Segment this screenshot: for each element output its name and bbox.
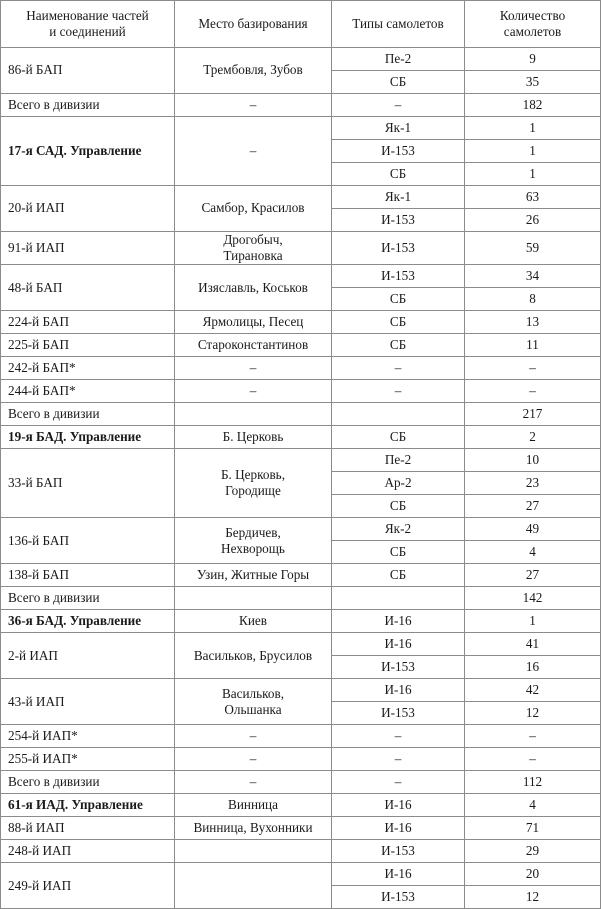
cell-aircraft-count: – xyxy=(465,357,601,380)
cell-base-location xyxy=(175,94,332,117)
cell-aircraft-count: 10 xyxy=(465,449,601,472)
cell-base-location xyxy=(175,186,332,232)
base-line: Киев xyxy=(239,613,267,629)
cell-aircraft-type: СБ xyxy=(332,311,465,334)
cell-unit-name: 33-й БАП xyxy=(1,449,175,518)
cell-unit-name: 2-й ИАП xyxy=(1,633,175,679)
cell-aircraft-type xyxy=(332,587,465,610)
column-header-aircraft-count xyxy=(465,1,601,48)
cell-aircraft-type: Пе-2 xyxy=(332,48,465,71)
cell-aircraft-count: 71 xyxy=(465,817,601,840)
cell-aircraft-type: И-153 xyxy=(332,886,465,909)
table-row xyxy=(1,449,601,472)
base-line: Узин, Житные Горы xyxy=(196,567,310,583)
base-line: Староконстантинов xyxy=(197,337,309,353)
cell-base-location xyxy=(175,794,332,817)
cell-unit-name: 248-й ИАП xyxy=(1,840,175,863)
cell-aircraft-count: 49 xyxy=(465,518,601,541)
base-line xyxy=(182,406,324,422)
cell-aircraft-count: 1 xyxy=(465,610,601,633)
cell-aircraft-type: – xyxy=(332,357,465,380)
cell-aircraft-count: 59 xyxy=(465,232,601,265)
cell-base-location xyxy=(175,403,332,426)
cell-aircraft-type: И-153 xyxy=(332,209,465,232)
table-row xyxy=(1,748,601,771)
column-header-aircraft-types xyxy=(332,1,465,48)
cell-base-location xyxy=(175,117,332,186)
table-row xyxy=(1,771,601,794)
cell-aircraft-type: – xyxy=(332,771,465,794)
header-line-2: самолетов xyxy=(503,24,562,39)
column-header-unit-name xyxy=(1,1,175,48)
cell-unit-name: 61-я ИАД. Управление xyxy=(1,794,175,817)
base-line: Дрогобыч, xyxy=(223,232,283,247)
cell-aircraft-count: 16 xyxy=(465,656,601,679)
cell-base-location xyxy=(175,265,332,311)
cell-aircraft-type: Як-2 xyxy=(332,518,465,541)
base-line: – xyxy=(249,774,257,790)
cell-aircraft-type: СБ xyxy=(332,163,465,186)
cell-aircraft-type: СБ xyxy=(332,71,465,94)
cell-aircraft-type: СБ xyxy=(332,541,465,564)
cell-aircraft-count: 41 xyxy=(465,633,601,656)
cell-aircraft-count: 2 xyxy=(465,426,601,449)
cell-base-location xyxy=(175,334,332,357)
cell-aircraft-type: Як-1 xyxy=(332,117,465,140)
cell-aircraft-count: 4 xyxy=(465,794,601,817)
cell-unit-name: 225-й БАП xyxy=(1,334,175,357)
table-row xyxy=(1,232,601,265)
cell-aircraft-count: – xyxy=(465,380,601,403)
cell-base-location xyxy=(175,725,332,748)
cell-aircraft-count: 12 xyxy=(465,886,601,909)
cell-aircraft-type: Ар-2 xyxy=(332,472,465,495)
table-row xyxy=(1,380,601,403)
base-line xyxy=(182,843,324,859)
cell-aircraft-type: СБ xyxy=(332,495,465,518)
cell-base-location xyxy=(175,587,332,610)
cell-base-location xyxy=(175,679,332,725)
cell-aircraft-count: 1 xyxy=(465,163,601,186)
cell-unit-name: 249-й ИАП xyxy=(1,863,175,909)
cell-aircraft-count: 1 xyxy=(465,117,601,140)
cell-base-location xyxy=(175,232,332,265)
column-header-base-location xyxy=(175,1,332,48)
cell-unit-name: 20-й ИАП xyxy=(1,186,175,232)
base-line: – xyxy=(249,383,257,399)
cell-aircraft-count: 35 xyxy=(465,71,601,94)
cell-unit-name: 19-я БАД. Управление xyxy=(1,426,175,449)
cell-base-location xyxy=(175,817,332,840)
base-line: – xyxy=(249,360,257,376)
cell-aircraft-type: – xyxy=(332,725,465,748)
cell-aircraft-type: И-153 xyxy=(332,140,465,163)
table-row xyxy=(1,426,601,449)
table-row xyxy=(1,117,601,140)
table-row xyxy=(1,403,601,426)
table-row xyxy=(1,587,601,610)
cell-aircraft-count: 182 xyxy=(465,94,601,117)
header-row xyxy=(1,1,601,48)
table-row xyxy=(1,357,601,380)
table-row xyxy=(1,311,601,334)
cell-aircraft-type xyxy=(332,403,465,426)
table-row xyxy=(1,633,601,656)
cell-aircraft-count: 12 xyxy=(465,702,601,725)
base-line: Тирановка xyxy=(223,248,283,264)
table-row xyxy=(1,863,601,886)
cell-aircraft-type: СБ xyxy=(332,564,465,587)
cell-aircraft-type: И-16 xyxy=(332,610,465,633)
table-row xyxy=(1,610,601,633)
cell-base-location xyxy=(175,610,332,633)
cell-aircraft-type: СБ xyxy=(332,288,465,311)
table-header xyxy=(1,1,601,48)
cell-aircraft-count: – xyxy=(465,725,601,748)
cell-aircraft-type: И-153 xyxy=(332,702,465,725)
cell-aircraft-count: 112 xyxy=(465,771,601,794)
cell-unit-name: 36-я БАД. Управление xyxy=(1,610,175,633)
cell-aircraft-type: Як-1 xyxy=(332,186,465,209)
cell-aircraft-count: 11 xyxy=(465,334,601,357)
cell-unit-name: 88-й ИАП xyxy=(1,817,175,840)
cell-aircraft-count: 20 xyxy=(465,863,601,886)
table-row xyxy=(1,334,601,357)
cell-aircraft-type: И-16 xyxy=(332,863,465,886)
cell-aircraft-count: 27 xyxy=(465,495,601,518)
cell-aircraft-count: – xyxy=(465,748,601,771)
cell-aircraft-type: – xyxy=(332,380,465,403)
cell-unit-name: 224-й БАП xyxy=(1,311,175,334)
cell-base-location xyxy=(175,426,332,449)
cell-aircraft-type: И-153 xyxy=(332,840,465,863)
cell-aircraft-count: 42 xyxy=(465,679,601,702)
header-line-2: и соединений xyxy=(49,24,126,39)
cell-base-location xyxy=(175,863,332,909)
cell-unit-name: Всего в дивизии xyxy=(1,403,175,426)
cell-unit-name: 43-й ИАП xyxy=(1,679,175,725)
base-line: Самбор, Красилов xyxy=(201,200,305,216)
cell-aircraft-type: И-16 xyxy=(332,794,465,817)
cell-unit-name: Всего в дивизии xyxy=(1,587,175,610)
cell-unit-name: 254-й ИАП* xyxy=(1,725,175,748)
header-line-1: Типы самолетов xyxy=(352,15,444,31)
cell-aircraft-count: 63 xyxy=(465,186,601,209)
cell-base-location xyxy=(175,357,332,380)
cell-base-location xyxy=(175,633,332,679)
cell-aircraft-type: СБ xyxy=(332,334,465,357)
table-row xyxy=(1,518,601,541)
base-line: Ольшанка xyxy=(224,701,282,717)
cell-aircraft-count: 8 xyxy=(465,288,601,311)
cell-unit-name: 48-й БАП xyxy=(1,265,175,311)
cell-aircraft-type: И-16 xyxy=(332,817,465,840)
cell-unit-name: 86-й БАП xyxy=(1,48,175,94)
base-line: Б. Церковь, xyxy=(220,467,285,483)
cell-aircraft-type: И-153 xyxy=(332,656,465,679)
table-row xyxy=(1,794,601,817)
cell-aircraft-type: Пе-2 xyxy=(332,449,465,472)
header-line-1: Количество xyxy=(499,7,566,23)
cell-aircraft-count: 26 xyxy=(465,209,601,232)
cell-unit-name: 255-й ИАП* xyxy=(1,748,175,771)
cell-unit-name: 136-й БАП xyxy=(1,518,175,564)
cell-base-location xyxy=(175,840,332,863)
cell-unit-name: Всего в дивизии xyxy=(1,94,175,117)
base-line: – xyxy=(249,96,257,112)
cell-base-location xyxy=(175,380,332,403)
cell-unit-name: 242-й БАП* xyxy=(1,357,175,380)
table-row xyxy=(1,265,601,288)
base-line: Винница xyxy=(228,797,278,813)
base-line: Б. Церковь xyxy=(222,429,284,445)
table-row xyxy=(1,840,601,863)
cell-base-location xyxy=(175,518,332,564)
base-line: Трембовля, Зубов xyxy=(203,62,303,78)
cell-base-location xyxy=(175,564,332,587)
cell-aircraft-type: И-16 xyxy=(332,679,465,702)
cell-unit-name: Всего в дивизии xyxy=(1,771,175,794)
cell-aircraft-type: И-153 xyxy=(332,265,465,288)
base-line: – xyxy=(249,142,257,158)
base-line: Васильков, xyxy=(221,685,284,701)
table-row xyxy=(1,48,601,71)
cell-base-location xyxy=(175,748,332,771)
cell-aircraft-type: И-153 xyxy=(332,232,465,265)
cell-aircraft-type: – xyxy=(332,748,465,771)
base-line: Винница, Вухонники xyxy=(193,820,313,836)
cell-base-location xyxy=(175,771,332,794)
cell-aircraft-count: 1 xyxy=(465,140,601,163)
cell-aircraft-count: 23 xyxy=(465,472,601,495)
table-row xyxy=(1,564,601,587)
cell-aircraft-count: 4 xyxy=(465,541,601,564)
base-line: Бердичев, xyxy=(225,524,281,540)
base-line: Изяславль, Коськов xyxy=(198,279,308,295)
base-line xyxy=(182,878,324,894)
cell-unit-name: 138-й БАП xyxy=(1,564,175,587)
base-line xyxy=(182,590,324,606)
cell-base-location xyxy=(175,311,332,334)
cell-aircraft-count: 29 xyxy=(465,840,601,863)
base-line: Ярмолицы, Песец xyxy=(202,314,304,330)
cell-base-location xyxy=(175,48,332,94)
table-row xyxy=(1,725,601,748)
cell-unit-name: 91-й ИАП xyxy=(1,232,175,265)
table-row xyxy=(1,186,601,209)
cell-aircraft-type: И-16 xyxy=(332,633,465,656)
base-line: Нехворощь xyxy=(221,540,285,556)
base-line: Васильков, Брусилов xyxy=(193,647,313,663)
cell-aircraft-count: 142 xyxy=(465,587,601,610)
table-row xyxy=(1,94,601,117)
cell-aircraft-count: 217 xyxy=(465,403,601,426)
base-line: Городище xyxy=(225,483,281,499)
cell-aircraft-count: 13 xyxy=(465,311,601,334)
base-line: – xyxy=(249,728,257,744)
cell-aircraft-type: – xyxy=(332,94,465,117)
cell-aircraft-count: 9 xyxy=(465,48,601,71)
cell-base-location xyxy=(175,449,332,518)
header-line-1: Наименование частей xyxy=(26,7,149,23)
base-line: – xyxy=(249,751,257,767)
header-line-1: Место базирования xyxy=(198,15,308,31)
table-body xyxy=(1,48,601,909)
cell-aircraft-type: СБ xyxy=(332,426,465,449)
table-row xyxy=(1,817,601,840)
cell-unit-name: 244-й БАП* xyxy=(1,380,175,403)
table-row xyxy=(1,679,601,702)
cell-aircraft-count: 27 xyxy=(465,564,601,587)
cell-aircraft-count: 34 xyxy=(465,265,601,288)
cell-unit-name: 17-я САД. Управление xyxy=(1,117,175,186)
